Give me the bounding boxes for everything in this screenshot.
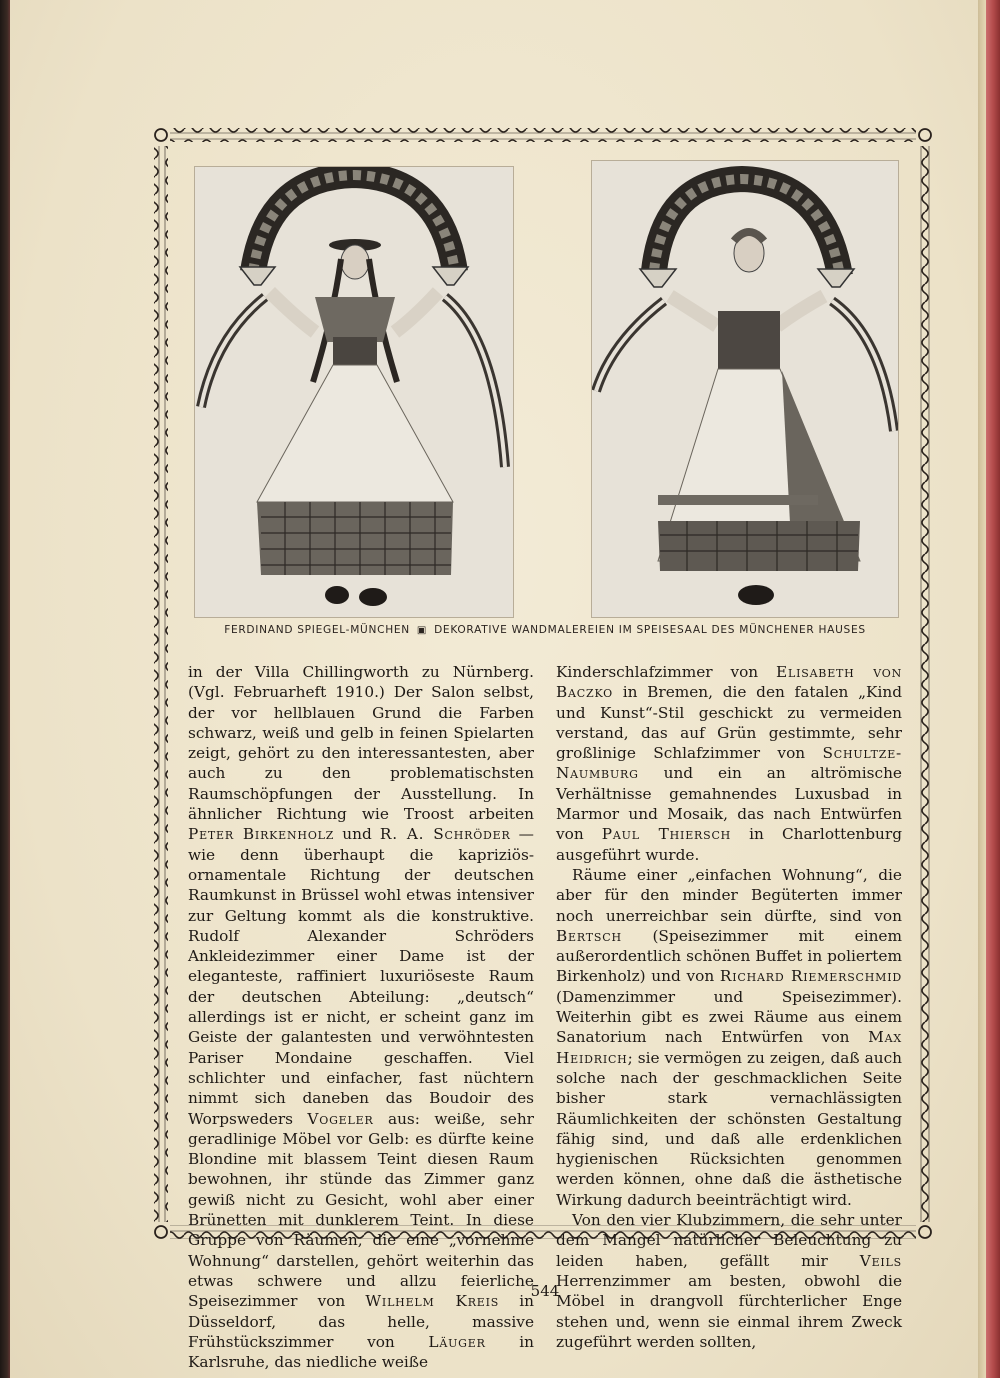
paragraph: Von den vier Klubzimmern, die sehr unter dem Mangel natürlicher Beleuchtung zu leiden haben, gefällt mir Veils Herrenzimmer am besten, obwohl die Möbel in drangvoll fürchterlicher Enge stehen und, wenn sie einmal ihrem Zweck zugeführt werden sollten,: [556, 1211, 902, 1351]
text-column-left: [188, 662, 534, 1372]
person-name: Schultze-Naumburg: [556, 744, 902, 783]
paragraph: Räume einer „einfachen Wohnung“, die aber für den minder Begüterten immer noch unerreichbar sein dürfte, sind von Bertsch (Speisezimmer mit einem außerordentlich schönen Buffet in poliertem Birkenholz) und von Richard Riemerschmid (Damenzimmer und Speisezimmer). Weiterhin gibt es zwei Räume aus einem Sanatorium nach Entwürfen von Max Heidrich; sie vermögen zu zeigen, daß auch solche nach der geschmacklichen Seite bisher stark vernachlässigten Räumlichkeiten der schönsten Gestaltung fähig sind, und daß alle erdenklichen hygienischen Rücksichten genommen werden können, ohne daß die ästhetische Wirkung dadurch beeinträchtigt wird.: [556, 865, 902, 1209]
figure-caption: [190, 624, 900, 636]
illustration-right-figure: [591, 160, 899, 618]
person-name: Vogeler: [307, 1109, 374, 1128]
caption-separator: ▣: [416, 625, 428, 636]
person-name: Max Heidrich: [556, 1028, 902, 1067]
page-number: 544: [530, 1282, 560, 1300]
person-name: Veils: [859, 1251, 902, 1270]
person-name: Läuger: [428, 1332, 486, 1351]
illustration-left-figure: [194, 166, 514, 618]
person-name: Elisabeth von Baczko: [556, 663, 902, 702]
person-name: Peter Birkenholz: [188, 825, 335, 844]
person-name: Bertsch: [556, 926, 622, 945]
person-name: R. A. Schröder: [379, 825, 511, 844]
person-name: Richard Riemerschmid: [719, 967, 902, 986]
text-column-right: [556, 662, 902, 1352]
person-name: Wilhelm Kreis: [365, 1292, 500, 1311]
caption-artist: FERDINAND SPIEGEL-MÜNCHEN: [224, 624, 410, 636]
book-page-edges: [978, 0, 1000, 1378]
paragraph: Kinderschlafzimmer von Elisabeth von Baczko in Bremen, die den fatalen „Kind und Kunst“-Stil geschickt zu vermeiden verstand, das auf Grün gestimmte, sehr großlinige Schlafzimmer von Schultze-Naumburg und ein an altrömische Verhältnisse gemahnendes Luxusbad in Marmor und Mosaik, das nach Entwürfen von Paul Thiersch in Charlottenburg ausgeführt wurde.: [556, 663, 902, 864]
person-name: Paul Thiersch: [601, 825, 732, 844]
caption-title: DEKORATIVE WANDMALEREIEN IM SPEISESAAL DES MÜNCHENER HAUSES: [434, 624, 866, 636]
paragraph: in der Villa Chillingworth zu Nürnberg. (Vgl. Februarheft 1910.) Der Salon selbst, der vor hellblauen Grund die Farben schwarz, weiß und gelb in feinen Spielarten zeigt, gehört zu den interessantesten, aber auch zu den problematischsten Raumschöpfungen der Ausstellung. In ähnlicher Richtung wie Troost arbeiten Peter Birkenholz und R. A. Schröder — wie denn überhaupt die kapriziös-ornamentale Richtung der deutschen Raumkunst in Brüssel wohl etwas intensiver zur Geltung kommt als die konstruktive. Rudolf Alexander Schröders Ankleidezimmer einer Dame ist der eleganteste, raffiniert luxuriöseste Raum der deutschen Abteilung: „deutsch“ allerdings ist er nicht, er scheint ganz im Geiste der galantesten und verwöhntesten Pariser Mondaine geschaffen. Viel schlichter und einfacher, fast nüchtern nimmt sich daneben das Boudoir des Worpsweders Vogeler aus: weiße, sehr geradlinige Möbel vor Gelb: es dürfte keine Blondine mit blassem Teint diesen Raum bewohnen, ihr stünde das Zimmer ganz gewiß nicht zu Gesicht, wohl aber einer Brünetten mit dunklerem Teint. In diese Gruppe von Räumen, die eine „vornehme Wohnung“ darstellen, gehört weiterhin das etwas schwere und allzu feierliche Speisezimmer von Wilhelm Kreis in Düsseldorf, das helle, massive Frühstückszimmer von Läuger in Karlsruhe, das niedliche weiße: [188, 663, 535, 1372]
